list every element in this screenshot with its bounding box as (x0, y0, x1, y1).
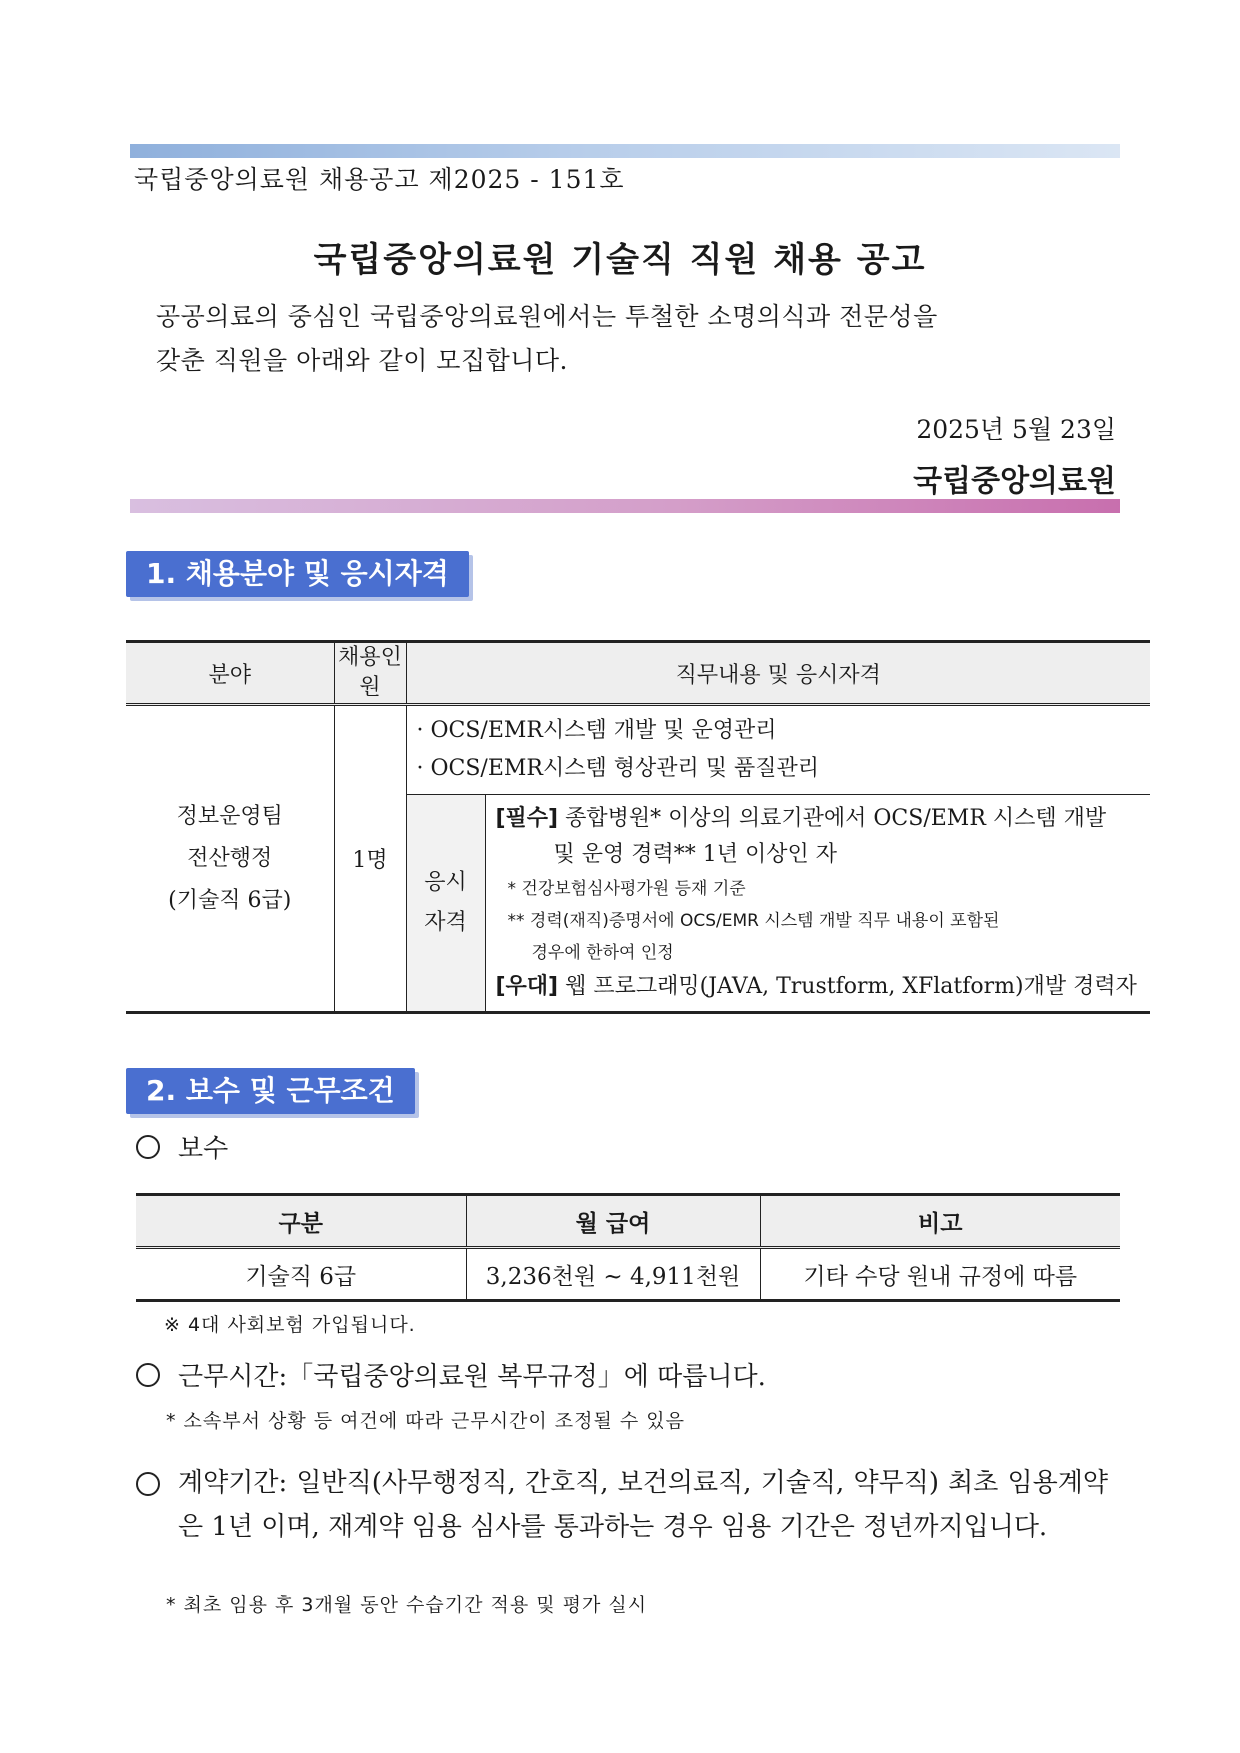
field-line-3: (기술직 6급) (168, 887, 292, 913)
field-line-1: 정보운영팀 (176, 803, 283, 829)
recruitment-table (126, 640, 1150, 1014)
salary-header-remarks: 비고 (760, 1195, 1120, 1248)
hours-bullet (136, 1356, 766, 1393)
note-1: * 건강보험심사평가원 등재 기준 (507, 879, 746, 899)
duty-item-1: · OCS/EMR시스템 개발 및 운영관리 (416, 718, 777, 743)
required-line-2: 및 운영 경력** 1년 이상인 자 (553, 842, 837, 867)
contract-note: * 최초 임용 후 3개월 동안 수습기간 적용 및 평가 실시 (166, 1594, 648, 1616)
salary-remarks-cell: 기타 수당 원내 규정에 따름 (760, 1248, 1120, 1301)
qualification-cell (485, 795, 1150, 1013)
section1-heading: 1. 채용분야 및 응시자격 (126, 551, 469, 597)
divider-bar (130, 499, 1120, 513)
required-text-1: 종합병원* 이상의 의료기관에서 OCS/EMR 시스템 개발 (565, 806, 1107, 831)
duty-item-2: · OCS/EMR시스템 형상관리 및 품질관리 (416, 756, 819, 781)
count-cell: 1명 (334, 705, 406, 1013)
contract-text: 계약기간: 일반직(사무행정직, 간호직, 보건의료직, 기술직, 약무직) 최초 임용계약은 1년 이며, 재계약 임용 심사를 통과하는 경우 임용 기간은 정년까지입니다. (178, 1468, 1108, 1542)
field-line-2: 전산행정 (187, 845, 273, 871)
salary-table (136, 1193, 1120, 1302)
salary-header-type: 구분 (136, 1195, 466, 1248)
contract-bullet (136, 1461, 1126, 1549)
required-line-1 (496, 801, 1141, 837)
header-duty: 직무내용 및 응시자격 (406, 642, 1150, 705)
insurance-note: ※ 4대 사회보험 가입됩니다. (164, 1314, 416, 1336)
salary-header-monthly: 월 급여 (466, 1195, 760, 1248)
hours-text: 근무시간:「국립중앙의료원 복무규정」에 따릅니다. (178, 1362, 766, 1392)
field-cell (126, 705, 334, 1013)
salary-bullet (136, 1128, 228, 1165)
top-decorative-bar (130, 144, 1120, 158)
hours-note: * 소속부서 상황 등 여건에 따라 근무시간이 조정될 수 있음 (166, 1410, 685, 1432)
salary-label: 보수 (178, 1134, 229, 1164)
preferred-tag: [우대] (495, 974, 559, 999)
preferred-text: 웹 프로그래밍(JAVA, Trustform, XFlatform)개발 경력자 (565, 974, 1137, 999)
intro-line-2: 갖춘 직원을 아래와 같이 모집합니다. (156, 346, 568, 375)
salary-type-cell: 기술직 6급 (136, 1248, 466, 1301)
note-2a: ** 경력(재직)증명서에 OCS/EMR 시스템 개발 직무 내용이 포함된 (507, 911, 1000, 931)
intro-paragraph (156, 295, 1116, 383)
circle-bullet-icon (136, 1135, 160, 1159)
section2-heading: 2. 보수 및 근무조건 (126, 1068, 415, 1114)
qualification-label: 응시자격 (406, 795, 485, 1013)
note-2b: 경우에 한하여 인정 (531, 943, 674, 963)
preferred-line (496, 969, 1141, 1005)
organization-name: 국립중앙의료원 (913, 464, 1116, 499)
duty-cell (406, 705, 1150, 795)
salary-monthly-cell: 3,236천원 ~ 4,911천원 (466, 1248, 760, 1301)
circle-bullet-icon (136, 1363, 160, 1387)
header-count: 채용인원 (334, 642, 406, 705)
notice-number: 국립중앙의료원 채용공고 제2025 - 151호 (134, 165, 625, 194)
circle-bullet-icon (136, 1472, 160, 1496)
required-tag: [필수] (495, 806, 559, 831)
notice-date: 2025년 5월 23일 (916, 415, 1116, 444)
header-field: 분야 (126, 642, 334, 705)
page-title: 국립중앙의료원 기술직 직원 채용 공고 (313, 240, 927, 280)
intro-line-1: 공공의료의 중심인 국립중앙의료원에서는 투철한 소명의식과 전문성을 (156, 302, 938, 331)
